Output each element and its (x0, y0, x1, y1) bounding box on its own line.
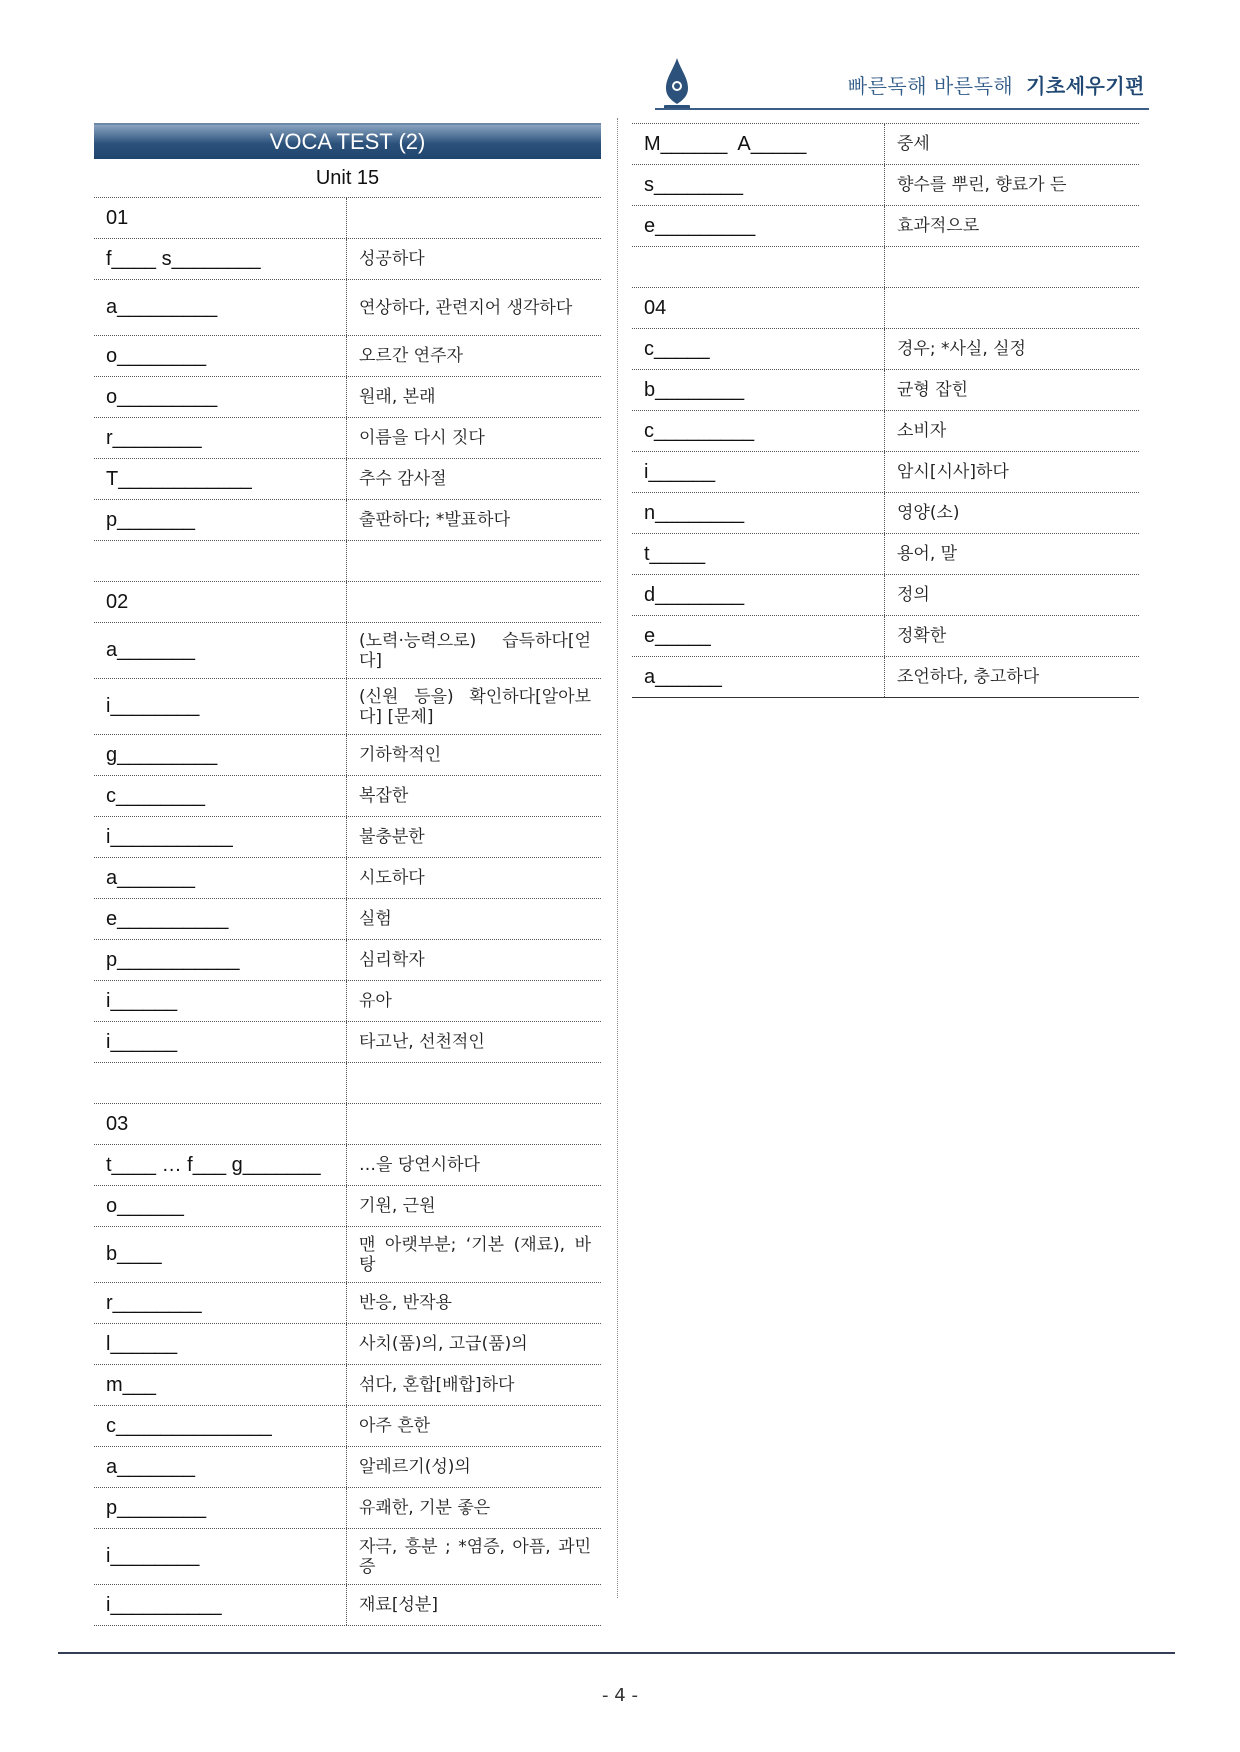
vocab-row (632, 370, 1139, 411)
vocab-korean-meaning: (노력·능력으로) 습득하다[얻다] (359, 630, 591, 671)
vocab-korean-meaning (885, 247, 1139, 287)
vocab-english-blank: i________ (94, 1529, 347, 1584)
vocab-english-blank: p_______ (94, 500, 347, 540)
test-title: VOCA TEST (2) (94, 123, 601, 159)
vocab-english-blank: a______ (632, 657, 885, 697)
vocab-english-blank: r________ (94, 418, 347, 458)
vocab-korean-meaning: 기원, 근원 (359, 1196, 436, 1216)
footer-rule (58, 1652, 1175, 1654)
vocab-row (632, 657, 1139, 698)
vocab-row (94, 1488, 601, 1529)
vocab-row (94, 1529, 601, 1585)
vocab-row (94, 1406, 601, 1447)
vocab-row (632, 575, 1139, 616)
edition-title: 기초세우기편 (1026, 74, 1145, 98)
vocab-english-blank: c________ (94, 776, 347, 816)
vocab-row (94, 198, 601, 239)
vocab-english-blank: e_________ (632, 206, 885, 246)
right-column (632, 123, 1139, 698)
vocab-english-blank: o________ (94, 336, 347, 376)
vocab-korean-meaning: 유아 (359, 991, 392, 1011)
vocab-row (94, 1324, 601, 1365)
vocab-korean-meaning: 연상하다, 관련지어 생각하다 (359, 297, 573, 318)
vocab-english-blank: a_______ (94, 858, 347, 898)
vocab-korean-meaning (347, 1104, 601, 1144)
vocab-english-blank: 04 (632, 288, 885, 328)
vocab-english-blank: p________ (94, 1488, 347, 1528)
vocab-korean-meaning: 영양(소) (897, 503, 960, 523)
vocab-korean-meaning: 조언하다, 충고하다 (897, 667, 1040, 687)
vocab-english-blank (94, 1063, 347, 1103)
vocab-english-blank: i___________ (94, 817, 347, 857)
vocab-english-blank: c_________ (632, 411, 885, 451)
vocab-korean-meaning: 출판하다; *발표하다 (359, 510, 511, 530)
vocab-english-blank: 02 (94, 582, 347, 622)
vocab-korean-meaning: 반응, 반작용 (359, 1293, 452, 1313)
vocab-row (94, 239, 601, 280)
vocab-korean-meaning: 유쾌한, 기분 좋은 (359, 1498, 491, 1518)
vocab-row (632, 534, 1139, 575)
vocab-row (94, 623, 601, 679)
vocab-row (94, 776, 601, 817)
vocab-korean-meaning: 원래, 본래 (359, 387, 436, 407)
unit-label: Unit 15 (94, 159, 601, 198)
vocab-korean-meaning: 소비자 (897, 421, 947, 441)
vocab-korean-meaning: 추수 감사절 (359, 469, 447, 489)
vocab-korean-meaning (885, 288, 1139, 328)
vocab-korean-meaning: 알레르기(성)의 (359, 1457, 471, 1477)
vocab-row (94, 1227, 601, 1283)
vocab-row (632, 288, 1139, 329)
vocab-row (632, 329, 1139, 370)
vocab-row (94, 1365, 601, 1406)
vocab-korean-meaning: 효과적으로 (897, 216, 980, 236)
vocab-korean-meaning: 용어, 말 (897, 544, 958, 564)
vocab-row (94, 280, 601, 336)
vocab-korean-meaning: …을 당연시하다 (359, 1155, 480, 1175)
vocab-row (94, 981, 601, 1022)
vocab-row (94, 582, 601, 623)
vocab-english-blank: a_______ (94, 623, 347, 678)
vocab-row (632, 452, 1139, 493)
vocab-english-blank: n________ (632, 493, 885, 533)
vocab-english-blank: c______________ (94, 1406, 347, 1446)
vocab-english-blank: a_______ (94, 1447, 347, 1487)
vocab-english-blank: i______ (94, 1022, 347, 1062)
vocab-english-blank: 03 (94, 1104, 347, 1144)
page-number: - 4 - (602, 1685, 638, 1706)
vocab-english-blank: e_____ (632, 616, 885, 656)
vocab-korean-meaning: 섞다, 혼합[배합]하다 (359, 1375, 515, 1395)
vocab-english-blank: a_________ (94, 280, 347, 335)
vocab-korean-meaning: 복잡한 (359, 786, 409, 806)
vocab-korean-meaning: 실험 (359, 909, 392, 929)
vocab-row (94, 418, 601, 459)
left-vocab-table (94, 198, 601, 1626)
vocab-english-blank: c_____ (632, 329, 885, 369)
vocab-english-blank: g_________ (94, 735, 347, 775)
vocab-korean-meaning: 균형 잡힌 (897, 380, 969, 400)
vocab-korean-meaning: 재료[성분] (359, 1595, 438, 1615)
vocab-row (632, 165, 1139, 206)
vocab-english-blank: b____ (94, 1227, 347, 1282)
vocab-korean-meaning (347, 541, 601, 581)
vocab-english-blank: b________ (632, 370, 885, 410)
vocab-english-blank: d________ (632, 575, 885, 615)
vocab-korean-meaning: 암시[시사]하다 (897, 462, 1009, 482)
vocab-english-blank: r________ (94, 1283, 347, 1323)
vocab-english-blank: o______ (94, 1186, 347, 1226)
left-column (94, 123, 601, 1626)
vocab-row (94, 1022, 601, 1063)
vocab-english-blank: 01 (94, 198, 347, 238)
vocab-english-blank: o_________ (94, 377, 347, 417)
vocab-row (94, 500, 601, 541)
vocab-korean-meaning: 정확한 (897, 626, 947, 646)
pen-nib-logo-icon (662, 56, 692, 112)
vocab-english-blank (94, 541, 347, 581)
vocab-korean-meaning: 경우; *사실, 실정 (897, 339, 1026, 359)
vocab-english-blank: T____________ (94, 459, 347, 499)
vocab-korean-meaning: 불충분한 (359, 827, 425, 847)
vocab-korean-meaning: 심리학자 (359, 950, 425, 970)
vocab-row (94, 459, 601, 500)
vocab-row (94, 541, 601, 582)
vocab-korean-meaning: 맨 아랫부분; ‘기본 (재료), 바탕 (359, 1234, 591, 1275)
vocab-english-blank: t_____ (632, 534, 885, 574)
vocab-english-blank: f____ s________ (94, 239, 347, 279)
vocab-row (632, 206, 1139, 247)
vocab-korean-meaning (347, 198, 601, 238)
vocab-korean-meaning: 이름을 다시 짓다 (359, 428, 485, 448)
vocab-korean-meaning: 사치(품)의, 고급(품)의 (359, 1334, 528, 1354)
vocab-row (632, 247, 1139, 288)
vocab-row (94, 377, 601, 418)
vocab-row (94, 1186, 601, 1227)
vocab-korean-meaning: 자극, 흥분 ; *염증, 아픔, 과민증 (359, 1536, 591, 1577)
vocab-english-blank: i__________ (94, 1585, 347, 1625)
vocab-english-blank: e__________ (94, 899, 347, 939)
vocab-row (94, 1447, 601, 1488)
vocab-row (94, 735, 601, 776)
vocab-row (94, 679, 601, 735)
vocab-english-blank: t____ … f___ g_______ (94, 1145, 347, 1185)
column-divider (617, 118, 618, 1598)
vocab-row (94, 1145, 601, 1186)
vocab-korean-meaning (347, 1063, 601, 1103)
vocab-row (94, 1283, 601, 1324)
vocab-row (632, 123, 1139, 165)
series-title: 빠른독해 바른독해 (847, 74, 1014, 98)
vocab-english-blank: i________ (94, 679, 347, 734)
vocab-korean-meaning: 기하학적인 (359, 745, 442, 765)
vocab-english-blank: i______ (632, 452, 885, 492)
vocab-row (632, 616, 1139, 657)
vocab-row (94, 817, 601, 858)
vocab-row (632, 411, 1139, 452)
vocab-korean-meaning: 시도하다 (359, 868, 425, 888)
vocab-row (94, 1585, 601, 1626)
vocab-english-blank: i______ (94, 981, 347, 1021)
vocab-row (94, 858, 601, 899)
vocab-row (632, 493, 1139, 534)
vocab-row (94, 336, 601, 377)
vocab-korean-meaning: 중세 (897, 134, 930, 154)
series-header (848, 70, 1145, 99)
vocab-row (94, 940, 601, 981)
vocab-row (94, 1104, 601, 1145)
vocab-english-blank: M______ A_____ (632, 124, 885, 164)
vocab-english-blank (632, 247, 885, 287)
vocab-korean-meaning: 오르간 연주자 (359, 346, 463, 366)
vocab-korean-meaning: 아주 흔한 (359, 1416, 431, 1436)
vocab-row (94, 899, 601, 940)
vocab-korean-meaning: 성공하다 (359, 249, 425, 269)
right-vocab-table (632, 123, 1139, 698)
vocab-korean-meaning: 향수를 뿌린, 향료가 든 (897, 175, 1067, 195)
vocab-english-blank: p___________ (94, 940, 347, 980)
vocab-korean-meaning (347, 582, 601, 622)
vocab-english-blank: m___ (94, 1365, 347, 1405)
vocab-korean-meaning: 타고난, 선천적인 (359, 1032, 485, 1052)
vocab-korean-meaning: (신원 등을) 확인하다[알아보다] [문제] (359, 686, 591, 727)
vocab-english-blank: l______ (94, 1324, 347, 1364)
header-rule (655, 108, 1149, 110)
vocab-row (94, 1063, 601, 1104)
vocab-english-blank: s________ (632, 165, 885, 205)
vocab-korean-meaning: 정의 (897, 585, 930, 605)
